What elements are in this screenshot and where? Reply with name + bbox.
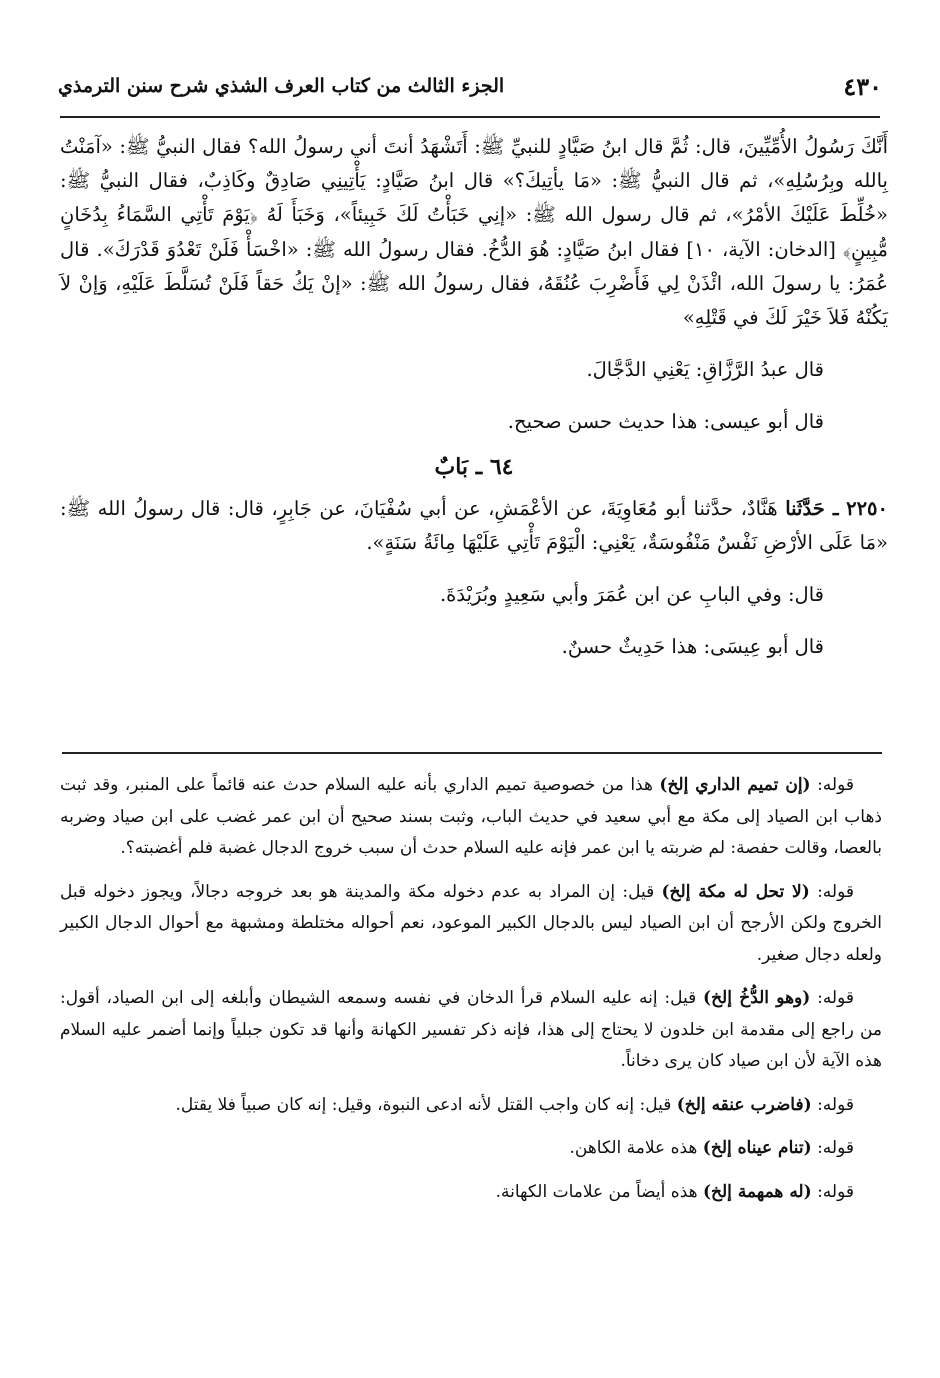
hadith-number: ٢٢٥٠ [846, 496, 888, 520]
abd-al-razzaq-note: قال عبدُ الرَّزَّاقِ: يَعْنِي الدَّجَّالَ. [586, 358, 824, 382]
page-number: ٤٣٠ [843, 71, 882, 101]
note-lemma: (لا تحل له مكة إلخ) [661, 881, 810, 902]
note-text: قيل: إنه كان واجب القتل لأنه ادعى النبوة، وقيل: إنه كان صبياً فلا يقتل. [175, 1094, 672, 1115]
note-prefix: قوله: [817, 1181, 854, 1202]
note-text: قيل: إنه عليه السلام قرأ الدخان في نفسه وسمعه الشيطان وأبلغه إلى ابن الصياد، أقول: من راجع إلى مقدمة ابن خلدون لا يحتاج إلى هذا، فإنه ذكر تفسير الكهانة وأنها قد تكون جبلياً وإنما أضمر عليه السلام هذه الآية لأن ابن صياد كان يرى دخاناً. [60, 988, 882, 1071]
note-item [60, 1090, 882, 1122]
note-lemma: (فاضرب عنقه إلخ) [676, 1094, 812, 1115]
note-item [60, 877, 882, 972]
header-rule [60, 116, 880, 118]
note-prefix: قوله: [817, 988, 855, 1008]
note-text: هذه علامة الكاهن. [569, 1138, 698, 1158]
note-lemma: (وهو الدُّخُ إلخ) [703, 988, 811, 1008]
main-text [60, 130, 888, 664]
page-header [58, 68, 882, 104]
note-prefix: قوله: [817, 1094, 854, 1115]
hadith-2250 [60, 492, 888, 560]
running-title: الجزء الثالث من كتاب العرف الشذي شرح سنن الترمذي [58, 75, 505, 97]
abu-isa-grading: قال أبو عيسى: هذا حديث حسن صحيح. [507, 410, 824, 434]
commentary-notes [60, 770, 882, 1220]
chapter-title: ٦٤ ـ بَابٌ [434, 453, 514, 480]
note-prefix: قوله: [817, 1138, 854, 1158]
note-item [60, 1177, 882, 1209]
note-lemma: (له همهمة إلخ) [702, 1181, 812, 1202]
note-prefix: قوله: [817, 775, 854, 795]
note-lemma: (إن تميم الداري إلخ) [659, 775, 811, 795]
note-item [60, 983, 882, 1078]
hadith-intro: ـ حَدَّثَنا [785, 496, 839, 520]
note-text: قيل: إن المراد به عدم دخوله مكة والمدينة هو بعد خروجه دجالاً، ويجوز دخوله قبل الخروج ولكن الأرجح أن ابن الصياد ليس بالدجال الكبير الموعود، نعم أحواله مختلطة ومشبهة مع أحوال الدجال الكبير ولعله دجال صغير. [60, 881, 882, 965]
abu-isa-grading-2: قال أبو عِيسَى: هذا حَدِيثٌ حسنٌ. [561, 635, 824, 659]
note-prefix: قوله: [817, 881, 855, 902]
hadith-continuation: أَنَّكَ رَسُولُ الأُمِّيِّينَ، قال: ثُمَّ قال ابنُ صَيَّادٍ للنبيِّ ﷺ: أَتَشْهَدُ أنتَ أني رسولُ الله؟ فقال النبيُّ ﷺ: «آمَنْتُ بِالله وبِرُسُلِهِ»، ثم قال النبيُّ ﷺ: «مَا يأتِيكَ؟» قال ابنُ صَيَّادٍ: يَأْتِينِي صَادِقٌ وكَاذِبٌ، فقال النبيُّ ﷺ: «خُلِّطَ عَلَيْكَ الأمْرُ»، ثم قال رسول الله ﷺ: «إنِي خَبَأْتُ لَكَ خَبِيئاً»، وَخَبَأَ لَهُ ﴿يَوْمَ تَأْتِي السَّمَاءُ بِدُخَانٍ مُّبِينٍ﴾ [الدخان: الآية، ١٠] فقال ابنُ صَيَّادٍ: هُوَ الدُّخُ. فقال رسولُ الله ﷺ: «اخْسَأْ فَلَنْ تَعْدُوَ قَدْرَكَ». قال عُمَرُ: يا رسولَ الله، ائْذَنْ لِي فَأَضْرِبَ عُنُقَهُ، فقال رسولُ الله ﷺ: «إنْ يَكُ حَقاً فَلَنْ تُسَلَّطَ عَلَيْهِ، وَإنْ لاَ يَكُنْهُ فَلاَ خَيْرَ لَكَ في قَتْلِهِ» [60, 135, 888, 330]
footnote-separator [62, 752, 882, 754]
in-the-chapter-note: قال: وفي البابِ عن ابن عُمَرَ وأبي سَعِيدٍ وبُرَيْدَةَ. [439, 583, 824, 607]
note-item [60, 1133, 882, 1165]
note-lemma: (تنام عيناه إلخ) [702, 1138, 812, 1158]
note-text: هذا من خصوصية تميم الداري بأنه عليه السلام حدث عنه قائماً على المنبر، وقد ثبت ذهاب ابن الصياد إلى مكة مع أبي سعيد في حديث الباب، وثبت بسند صحيح أن ابن عمر غضب على ابن صياد وضربه بالعصا، وقالت حفصة: لم ضربته يا ابن عمر فإنه عليه السلام حدث أن سبب خروج الدجال غضبة فلم أغضبته؟. [60, 775, 882, 858]
note-text: هذه أيضاً من علامات الكهانة. [495, 1181, 698, 1202]
hadith-chain: هَنَّادٌ، حدَّثنا أبو مُعَاوِيَةَ، عن الأعْمَشِ، عن أبي سُفْيَانَ، عن جَابِرٍ، قال: قال رسولُ الله ﷺ: «مَا عَلَى الأرْضِ نَفْسٌ مَنْفُوسَةٌ، يَعْنِي: الْيَوْمَ تَأْتِي عَلَيْهَا مِائَةُ سَنَةٍ». [60, 496, 888, 554]
note-item [60, 770, 882, 865]
